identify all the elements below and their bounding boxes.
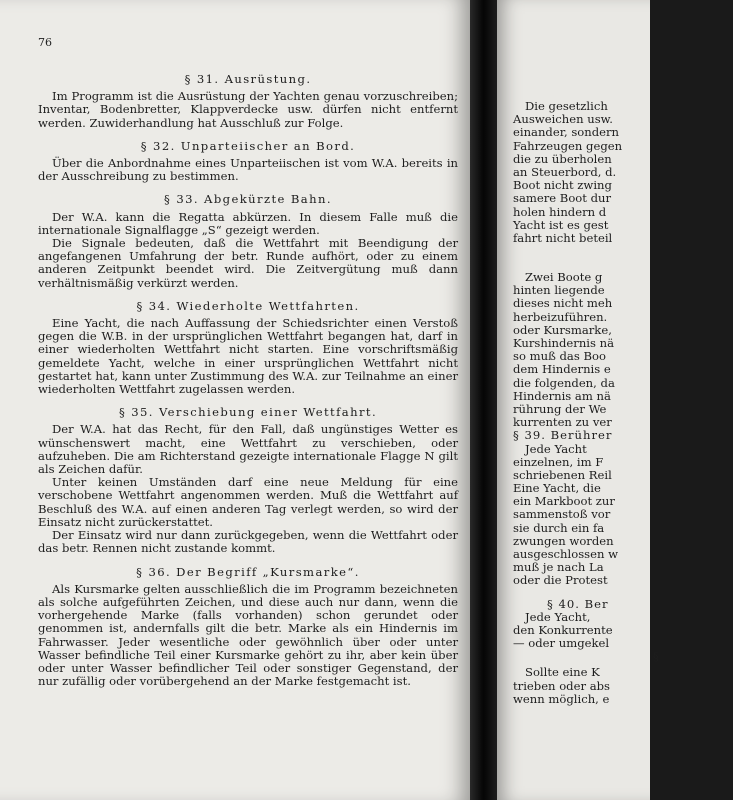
right-line: sie durch ein fa: [513, 520, 605, 535]
right-line: Jede Yacht,: [525, 609, 591, 624]
right-line: Sollte eine K: [525, 665, 600, 680]
right-line: fahrt nicht beteil: [513, 230, 613, 245]
right-line: einander, sondern: [513, 125, 620, 140]
right-line: rührung der We: [513, 401, 607, 416]
right-line: holen hindern d: [513, 204, 607, 219]
section-32-paragraph-1: Über die Anbordnahme eines Unparteiischen ist vom W.A. bereits in der Ausschreibung zu bestimmen.: [38, 156, 458, 184]
section-35-paragraph-2: Unter keinen Umständen darf eine neue Meldung für eine verschobene Wettfahrt angenommen werden. Muß die Wettfahrt auf Beschluß des W.A. auf einen anderen Tag verlegt werden, so wird der Einsatz nicht zurückerstattet.: [38, 475, 458, 529]
section-35-paragraph-1: Der W.A. hat das Recht, für den Fall, daß ungünstiges Wetter es wünschenswert macht, eine Wettfahrt zu verschieben, oder aufzuheben. Die am Richterstand gezeigte internationale Flagge N gilt als Zeichen dafür.: [38, 422, 458, 477]
right-line: Die gesetzlich: [525, 99, 608, 113]
right-line: hinten liegende: [513, 283, 605, 298]
left-text-column: [38, 73, 458, 688]
right-line: an Steuerbord, d.: [513, 164, 617, 179]
right-line: ausgeschlossen w: [513, 547, 619, 561]
right-line: dem Hindernis e: [513, 362, 611, 377]
section-31-paragraph-1: Im Programm ist die Ausrüstung der Yachten genau vorzuschreiben; Inventar, Bodenbretter, Klappverdecke usw. dürfen nicht entfernt werden. Zuwiderhandlung hat Ausschluß zur Folge.: [38, 89, 458, 130]
section-title-32: § 32. Unparteiischer an Bord.: [140, 138, 356, 153]
right-line: die zu überholen: [513, 151, 612, 166]
right-line: samere Boot dur: [513, 191, 612, 206]
right-line: dieses nicht meh: [513, 296, 613, 311]
right-line: sammenstoß vor: [513, 507, 611, 522]
right-line: die folgenden, da: [513, 375, 615, 390]
book-gutter: [470, 0, 497, 800]
right-line: Kurshindernis nä: [513, 336, 615, 350]
right-line: zwungen worden: [513, 533, 614, 548]
right-line: — oder umgekel: [513, 636, 610, 651]
right-section-heading: § 39. Berührer: [513, 428, 613, 443]
right-line: Jede Yacht: [525, 441, 587, 456]
right-page: [497, 0, 659, 800]
right-section-heading: §: [653, 649, 659, 664]
section-36-paragraph-1: Als Kursmarke gelten ausschließlich die im Programm bezeichneten als solche aufgeführten Zeichen, und diese auch nur dann, wenn die vorhergehende Marke (falls vorhanden) schon gerundet oder genommen ist, andernfalls gilt die betr. Marke als ein Hindernis im Fahrwasser. Jeder wesentliche oder gewöhnlich über oder unter Wasser befindliche Teil einer Kursmarke gehört zu ihr, aber kein über oder unter Wasser befindlicher Teil oder sonstiger Gegenstand, der nur zufällig oder vorübergehend an der Marke festgemacht ist.: [38, 581, 458, 689]
right-line: schriebenen Reil: [513, 467, 612, 482]
right-line: muß je nach La: [513, 560, 604, 575]
right-line: oder die Protest: [513, 573, 608, 588]
section-title-35: § 35. Verschiebung einer Wettfahrt.: [118, 405, 378, 420]
right-line: wenn möglich, e: [513, 691, 610, 706]
right-line: Hindernis am nä: [513, 388, 611, 403]
right-line: Boot nicht zwing: [513, 178, 612, 193]
section-title-31: § 31. Ausrüstung.: [184, 72, 312, 86]
right-line: Eine Yacht, die: [513, 481, 601, 496]
right-line: so muß das Boo: [513, 349, 606, 364]
right-line: herbeizuführen.: [513, 309, 608, 324]
page-number: 76: [38, 36, 52, 49]
right-line: trieben oder abs: [513, 678, 610, 693]
section-title-34: § 34. Wiederholte Wettfahrten.: [136, 298, 360, 313]
right-line: Zwei Boote g: [525, 270, 603, 285]
section-33-paragraph-1: Der W.A. kann die Regatta abkürzen. In diesem Falle muß die internationale Signalflagge „S“ gezeigt werden.: [38, 209, 458, 237]
right-section-heading: § 40. Ber: [547, 596, 609, 611]
right-line: oder Kursmarke,: [513, 322, 612, 337]
right-line: ein Markboot zur: [513, 494, 615, 509]
right-line: einzelnen, im F: [513, 454, 604, 469]
right-line: kurrenten zu ver: [513, 415, 612, 430]
right-spacer: [513, 245, 733, 271]
section-35-paragraph-3: Der Einsatz wird nur dann zurückgegeben, wenn die Wettfahrt oder das betr. Rennen nicht zustande kommt.: [38, 528, 458, 556]
right-line: den Konkurrente: [513, 622, 613, 637]
right-line: Fahrzeugen gegen: [513, 138, 623, 153]
section-title-33: § 33. Abgekürzte Bahn.: [164, 192, 332, 207]
section-34-paragraph-1: Eine Yacht, die nach Auffassung der Schiedsrichter einen Verstoß gegen die W.B. in der ursprünglichen Wettfahrt begangen hat, darf in einer wiederholten Wettfahrt nicht starten. Eine vorschriftsmäßig gemeldete Yacht, welche in einer ursprünglichen Wettfahrt nicht gestartet hat, kann unter Zustimmung des W.A. zur Teilnahme an einer wiederholten Wettfahrt zugelassen werden.: [38, 316, 458, 397]
right-line: Yacht ist es gest: [513, 217, 609, 232]
right-spacer: [513, 588, 733, 598]
right-text-column: [513, 100, 733, 706]
section-title-36: § 36. Der Begriff „Kursmarke“.: [136, 564, 360, 579]
right-line: Ausweichen usw.: [513, 112, 613, 127]
section-33-paragraph-2: Die Signale bedeuten, daß die Wettfahrt mit Beendigung der angefangenen Umfahrung der betr. Runde aufhört, oder zu einem anderen Zeitpunkt beendet wird. Die Zeitvergütung muß dann verhältnismäßig verkürzt werden.: [38, 236, 458, 290]
